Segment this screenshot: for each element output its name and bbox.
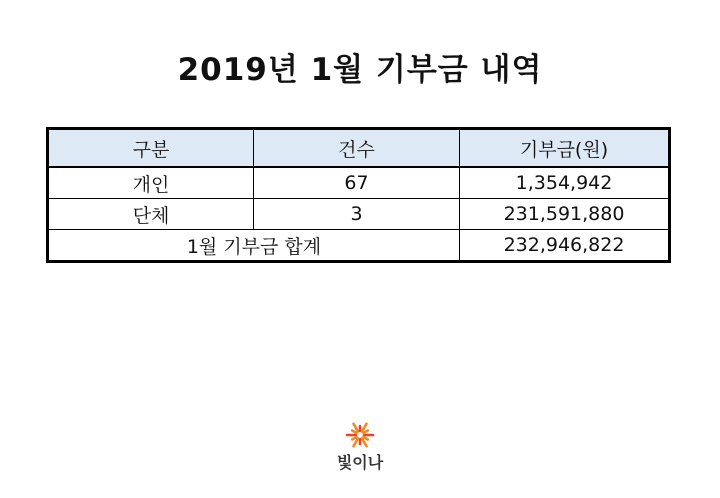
row-category: 개인 — [48, 167, 254, 199]
header-amount: 기부금(원) — [460, 129, 670, 168]
logo-ray — [363, 437, 367, 440]
row-category: 단체 — [48, 199, 254, 230]
header-count: 건수 — [254, 129, 460, 168]
donation-table — [46, 127, 671, 263]
table-header-row — [48, 129, 670, 168]
header-category: 구분 — [48, 129, 254, 168]
row-amount: 231,591,880 — [460, 199, 670, 230]
total-row — [48, 230, 670, 262]
logo-ray — [352, 437, 356, 440]
foundation-logo — [325, 420, 395, 490]
row-count: 67 — [254, 167, 460, 199]
starburst-logo-icon — [345, 420, 375, 450]
table-row — [48, 167, 670, 199]
page-title: 2019년 1월 기부금 내역 — [177, 52, 543, 88]
table-row — [48, 199, 670, 230]
total-amount: 232,946,822 — [460, 230, 670, 262]
total-label: 1월 기부금 합계 — [48, 230, 460, 262]
logo-ray — [352, 431, 356, 434]
logo-text: 빛이나 — [336, 453, 384, 472]
row-count: 3 — [254, 199, 460, 230]
logo-ray — [363, 431, 367, 434]
row-amount: 1,354,942 — [460, 167, 670, 199]
